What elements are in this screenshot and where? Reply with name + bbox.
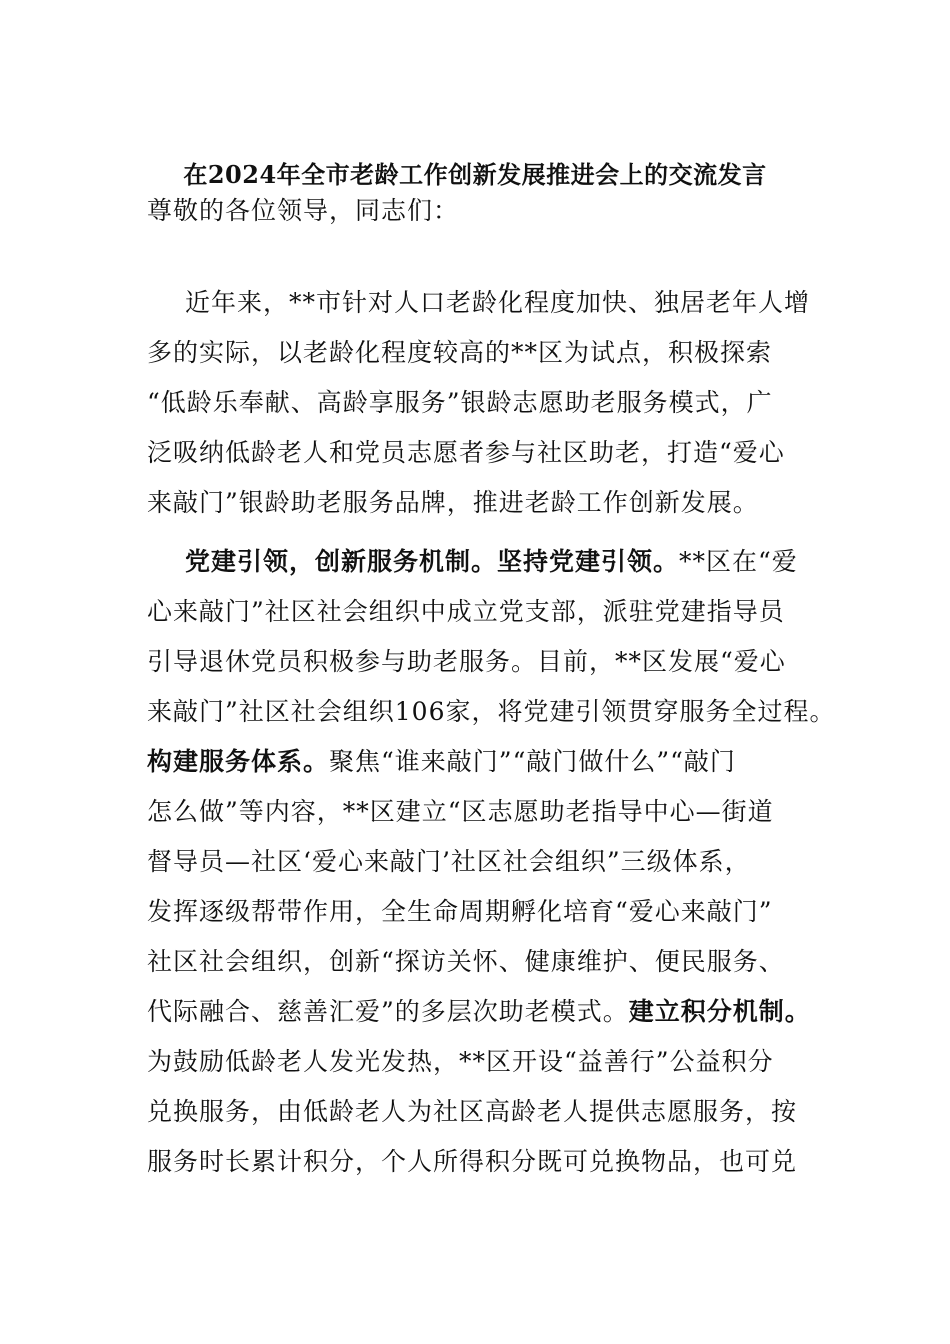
paragraph-line: 怎么做”等内容，**区建立“区志愿助老指导中心—街道 bbox=[147, 797, 774, 826]
paragraph-line bbox=[147, 737, 827, 787]
salutation: 尊敬的各位领导，同志们： bbox=[147, 196, 460, 225]
line-text: 聚焦“谁来敲门”“敲门做什么”“敲门 bbox=[329, 747, 736, 776]
paragraph-line: 泛吸纳低龄老人和党员志愿者参与社区助老，打造“爱心 bbox=[147, 438, 785, 467]
line-text: **区在“爱 bbox=[679, 547, 798, 576]
paragraph-line: 督导员—社区‘爱心来敲门’社区社会组织”三级体系， bbox=[147, 847, 751, 876]
paragraph-line: 来敲门”银龄助老服务品牌，推进老龄工作创新发展。 bbox=[147, 488, 759, 517]
paragraph-line: “低龄乐奉献、高龄享服务”银龄志愿助老服务模式，广 bbox=[147, 388, 773, 417]
paragraph-line: 来敲门”社区社会组织106家，将党建引领贯穿服务全过程。 bbox=[147, 697, 836, 726]
document-title: 在2024年全市老龄工作创新发展推进会上的交流发言 bbox=[183, 160, 767, 189]
paragraph-intro bbox=[147, 278, 827, 528]
paragraph-line: 心来敲门”社区社会组织中成立党支部，派驻党建指导员 bbox=[147, 597, 785, 626]
bold-heading: 建立积分机制。 bbox=[628, 997, 811, 1026]
bold-heading: 构建服务体系。 bbox=[147, 747, 330, 776]
paragraph-line: 近年来，**市针对人口老龄化程度加快、独居老年人增 bbox=[185, 288, 811, 317]
paragraph-line: 发挥逐级帮带作用，全生命周期孵化培育“爱心来敲门” bbox=[147, 897, 773, 926]
paragraph-line: 服务时长累计积分，个人所得积分既可兑换物品，也可兑 bbox=[147, 1147, 798, 1176]
bold-heading: 党建引领，创新服务机制。坚持党建引领。 bbox=[185, 547, 680, 576]
paragraph-line bbox=[147, 537, 827, 587]
line-text: 代际融合、慈善汇爱”的多层次助老模式。 bbox=[147, 997, 629, 1026]
paragraph-line bbox=[147, 987, 827, 1037]
paragraph-line: 多的实际，以老龄化程度较高的**区为试点，积极探索 bbox=[147, 338, 773, 367]
paragraph-line: 引导退休党员积极参与助老服务。目前，**区发展“爱心 bbox=[147, 647, 786, 676]
paragraph-line: 兑换服务，由低龄老人为社区高龄老人提供志愿服务，按 bbox=[147, 1097, 798, 1126]
paragraph-line: 社区社会组织，创新“探访关怀、健康维护、便民服务、 bbox=[147, 947, 785, 976]
paragraph-line: 为鼓励低龄老人发光发热，**区开设“益善行”公益积分 bbox=[147, 1047, 774, 1076]
paragraph-party-building bbox=[147, 537, 836, 1187]
